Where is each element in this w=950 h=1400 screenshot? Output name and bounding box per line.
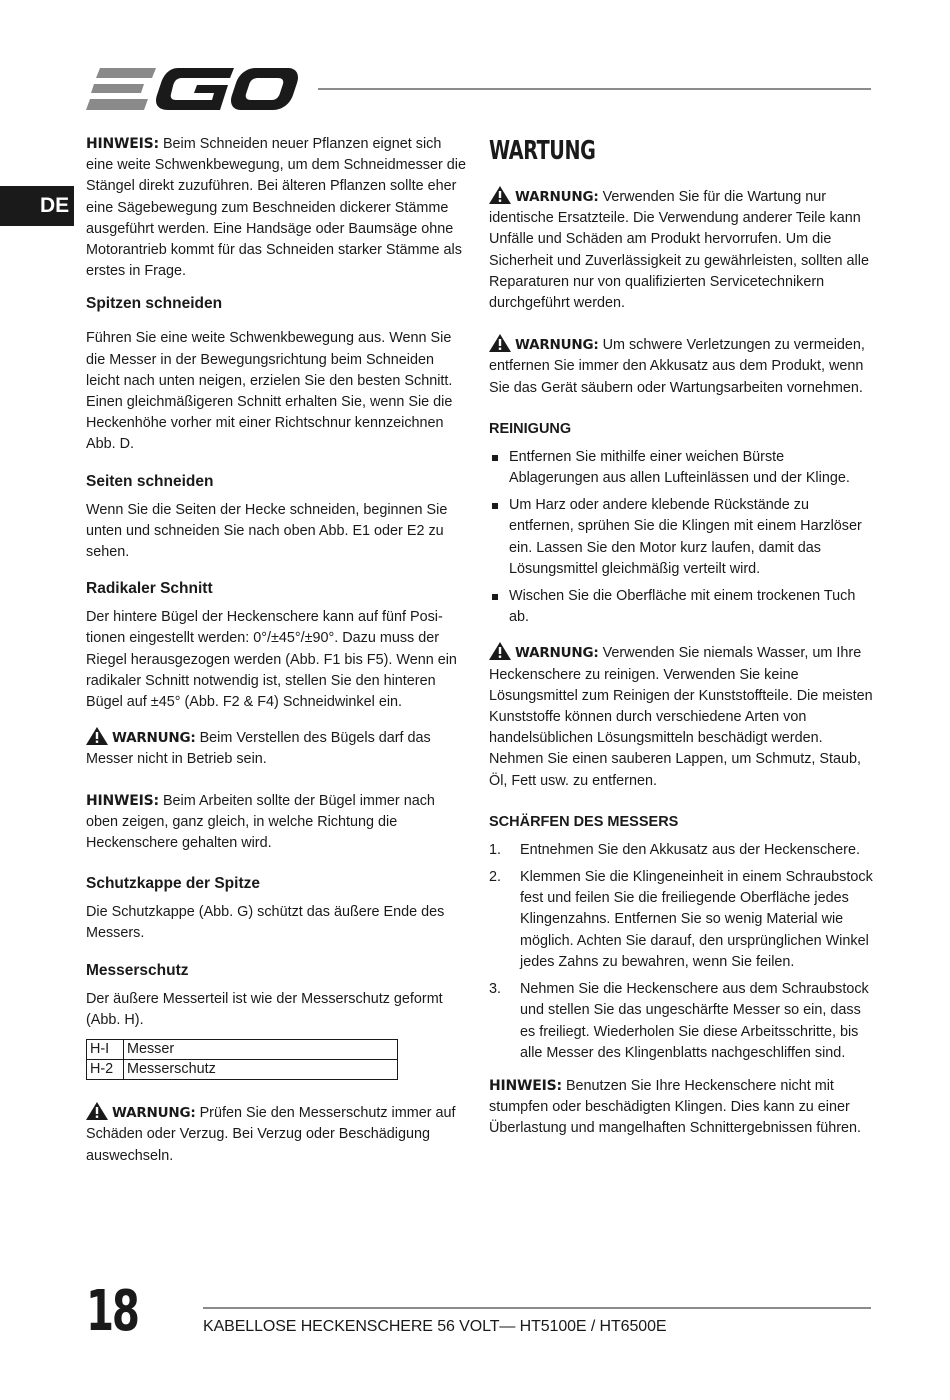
section-heading-sides: Seiten schneiden [86,472,214,490]
cleaning-list [489,447,874,629]
warning-triangle-icon [489,334,511,352]
list-item: Um Harz oder andere klebende Rückstände zu entfernen, sprühen Sie die Klingen mit einem Harzlöser ein. Lassen Sie den Motor kurz laufen, damit das Lösungsmittel gleichmäßig verteilt wird. [489,495,874,580]
note-label: HINWEIS: [489,1077,562,1094]
list-item [489,979,874,1064]
warning-paragraph [489,186,874,314]
sides-paragraph: Wenn Sie die Seiten der Hecke schneiden, beginnen Sie unten und schneiden Sie nach oben Abb. E1 oder E2 zu sehen. [86,501,448,561]
warning-triangle-icon [86,1102,108,1120]
note-label: HINWEIS: [86,136,159,152]
ego-logo [86,64,298,114]
warning-triangle-icon [489,642,511,660]
warning-paragraph [86,727,466,770]
warning-text: Prüfen Sie den Messerschutz immer auf Schäden oder Verzug. Bei Verzug oder Beschädigung auswechseln. [86,1105,456,1164]
step-text: Klemmen Sie die Klingeneinheit in einem Schraubstock fest und feilen Sie die freiliegende Oberfläche jedes Klingenzahns. Entfernen Sie so wenig Material wie möglich. Achten Sie darauf, den ursprünglichen Winkel jedes Zahns zu bewahren, wenn Sie feilen. [520,869,873,970]
table-row [87,1060,398,1080]
warning-label: WARNUNG: [515,645,599,662]
warning-label: WARNUNG: [112,730,196,747]
warning-label: WARNUNG: [112,1105,196,1122]
right-column [489,134,874,1140]
radical-paragraph: Der hintere Bügel der Heckenschere kann auf fünf Posi-tionen eingestellt werden: 0°/±45°/±90°. Dazu muss der Riegel herausgezogen werden (Abb. F1 bis F5). Wenn ein radikaler Schnitt notwendig ist, stellen Sie den hinteren Bügel auf ±45° (Abb. F2 & F4) Schneidwinkel ein. [86,609,457,711]
parts-legend-table [86,1039,398,1080]
warning-label: WARNUNG: [515,189,599,205]
warning-paragraph [489,642,874,791]
warning-triangle-icon [86,727,108,745]
warning-triangle-icon [489,186,511,204]
list-item [489,840,874,861]
note-text: Beim Arbeiten sollte der Bügel immer nach oben zeigen, ganz gleich, in welche Richtung die Heckenschere gehalten wird. [86,792,435,852]
legend-code: H-I [87,1040,124,1060]
section-heading-radical: Radikaler Schnitt [86,580,213,598]
left-column [86,134,466,1167]
note-paragraph [86,791,466,855]
legend-label: Messer [124,1040,398,1060]
warning-text: Beim Verstellen des Bügels darf das Messer nicht in Betrieb sein. [86,730,431,768]
step-text: Nehmen Sie die Heckenschere aus dem Schraubstock und stellen Sie das ungeschärfte Messer so ein, dass es freiliegt. Wiederholen Sie diese Arbeitsschritte, bis alle Messer des Klingenblatts nachgeschliffen sind. [520,981,869,1061]
step-number: 2. [489,869,502,886]
warning-text: Verwenden Sie für die Wartung nur identische Ersatzteile. Die Verwendung anderer Teile kann Unfälle und Schäden am Produkt hervorrufen. Um die Sicherheit und Zuverlässigkeit zu gewährleisten, sollten alle Reparaturen nur von qualifizierten Servicetechnikern durchgeführt werden. [489,189,869,312]
note-paragraph [489,1076,874,1140]
language-tab: DE [0,186,74,226]
page-number: 18 [86,1279,138,1344]
warning-text: Verwenden Sie niemals Wasser, um Ihre Heckenschere zu reinigen. Verwenden Sie keine Lösungsmittel zum Reinigen der Kunststoffteile. Die meisten Kunststoffe können durch verschiedene Arten von handelsüblichen Lösungsmitteln beschädigt werden. Nehmen Sie einen sauberen Lappen, um Schmutz, Staub, Öl, Fett usw. zu entfernen. [489,645,873,789]
warning-paragraph [86,1102,466,1167]
page-title: WARTUNG [489,136,596,166]
warning-paragraph [489,334,874,399]
section-heading-cleaning: REINIGUNG [489,420,572,437]
note-text: Benutzen Sie Ihre Heckenschere nicht mit stumpfen oder beschädigten Klingen. Dies kann zu einer Überlastung und mangelhaften Schnittergebnissen führen. [489,1077,862,1137]
step-text: Entnehmen Sie den Akkusatz aus der Heckenschere. [520,841,860,858]
step-number: 1. [489,841,502,858]
section-heading-tip-guard: Schutzkappe der Spitze [86,875,260,893]
section-heading-blade-guard: Messerschutz [86,961,189,979]
step-number: 3. [489,981,502,998]
footer-rule [203,1307,871,1309]
tip-guard-paragraph: Die Schutzkappe (Abb. G) schützt das äußere Ende des Messers. [86,904,445,942]
note-text: Beim Schneiden neuer Pflanzen eignet sich eine weite Schwenkbewegung, um dem Schneidmesser die Stängel direkt zuzuführen. Bei älteren Pflanzen sollte eher eine Sägebewegung zum Beschneiden dickerer Stämme ausgeführt werden. Eine Handsäge oder Baumsäge ohne Motorantrieb kommt für das Schneiden starker Stämme als erstes in Frage. [86,136,466,280]
legend-label: Messerschutz [124,1060,398,1080]
footer-title: KABELLOSE HECKENSCHERE 56 VOLT— HT5100E / HT6500E [203,1318,667,1335]
list-item [489,867,874,973]
note-paragraph [86,134,466,282]
warning-label: WARNUNG: [515,337,599,354]
legend-code: H-2 [87,1060,124,1080]
warning-text: Um schwere Verletzungen zu vermeiden, entfernen Sie immer den Akkusatz aus dem Produkt, wenn Sie das Gerät säubern oder Wartungsarbeiten vornehmen. [489,337,865,396]
list-item: Wischen Sie die Oberfläche mit einem trockenen Tuch ab. [489,586,874,628]
sharpening-steps [489,840,874,1064]
header-rule [318,88,871,90]
section-heading-tips: Spitzen schneiden [86,295,223,313]
table-row [87,1040,398,1060]
list-item: Entfernen Sie mithilfe einer weichen Bürste Ablagerungen aus allen Lufteinlässen und der Klinge. [489,447,874,489]
section-heading-sharpening: SCHÄRFEN DES MESSERS [489,813,679,830]
note-label: HINWEIS: [86,792,159,809]
blade-guard-paragraph: Der äußere Messerteil ist wie der Messerschutz geformt (Abb. H). [86,990,443,1028]
tips-paragraph: Führen Sie eine weite Schwenkbewegung aus. Wenn Sie die Messer in der Bewegungsrichtung beim Schneiden leicht nach unten neigen, erzielen Sie den besten Schnitt. Einen gleichmäßigeren Schnitt erhalten Sie, wenn Sie die Heckenhöhe vorher mit einer Richtschnur kennzeichnen Abb. D. [86,330,453,453]
